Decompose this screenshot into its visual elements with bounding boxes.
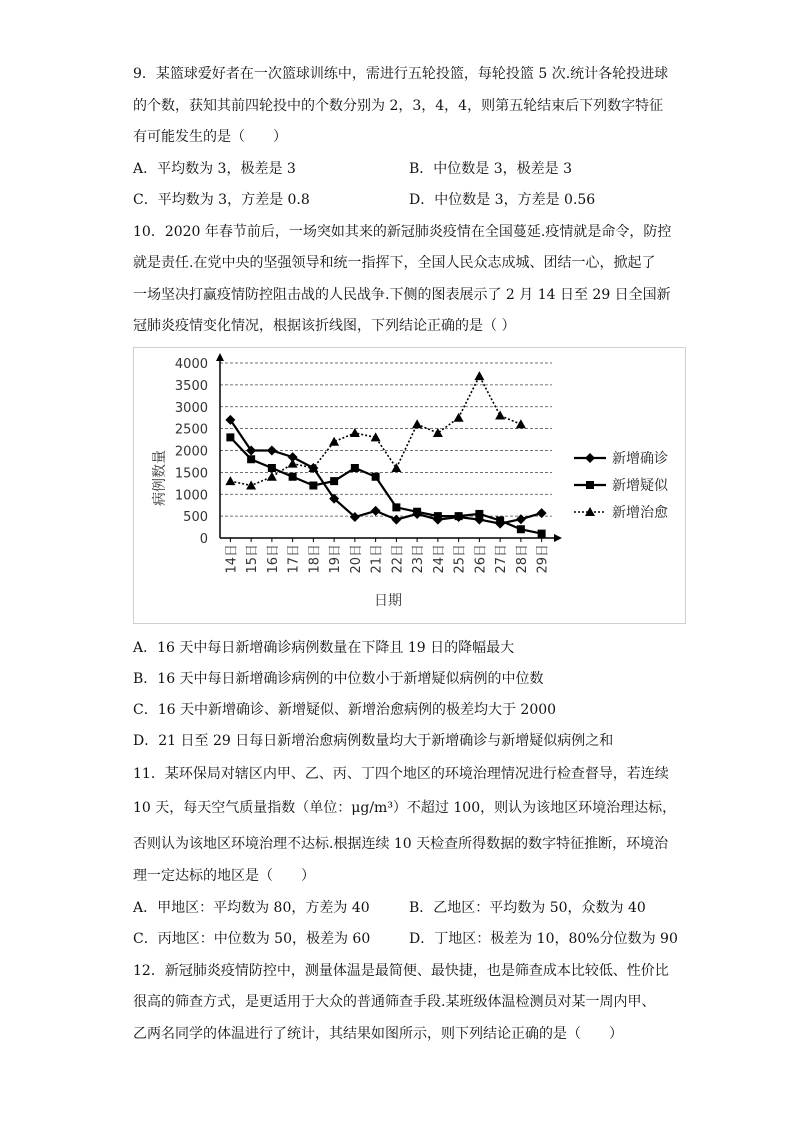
data-point-triangle xyxy=(433,428,443,437)
y-axis-arrow xyxy=(216,353,224,361)
data-point-square xyxy=(586,481,594,489)
q10-option-a: A．16 天中每日新增确诊病例数量在下降且 19 日的降幅最大 xyxy=(133,640,515,656)
x-tick-label: 23日 xyxy=(411,544,427,574)
legend-label: 新增疑似 xyxy=(612,478,668,494)
x-tick-label: 18日 xyxy=(307,544,323,574)
legend-item xyxy=(574,477,669,494)
q10-option-c: C．16 天中新增确诊、新增疑似、新增治愈病例的极差均大于 2000 xyxy=(133,702,557,718)
data-point-triangle xyxy=(371,432,381,441)
y-tick-label: 0 xyxy=(199,532,208,547)
q11-line-1: 11．某环保局对辖区内甲、乙、丙、丁四个地区的环境治理情况进行检查督导，若连续 xyxy=(133,766,669,782)
q10-line-3: 一场坚决打赢疫情防控阻击战的人民战争.下侧的图表展示了 2 月 14 日至 29 日全国新 xyxy=(133,287,671,303)
y-tick-label: 1500 xyxy=(174,466,208,482)
y-tick-label: 2500 xyxy=(174,422,208,438)
series-line xyxy=(230,420,541,524)
y-tick-label: 2000 xyxy=(174,444,208,460)
data-point-triangle xyxy=(412,419,422,428)
q12-line-2: 很高的筛查方式，是更适用于大众的普通筛查手段.某班级体温检测员对某一周内甲、 xyxy=(133,994,656,1010)
y-tick-label: 500 xyxy=(183,510,208,526)
data-point-triangle xyxy=(454,413,464,422)
data-point-diamond xyxy=(267,446,277,456)
q11-option-d: D．丁地区：极差为 10，80%分位数为 90 xyxy=(409,931,678,947)
x-tick-label: 27日 xyxy=(494,544,510,574)
chart-svg xyxy=(134,348,685,623)
y-tick-label: 3500 xyxy=(174,378,208,394)
q11-line-3: 否则认为该地区环境治理不达标.根据连续 10 天检查所得数据的数字特征推断，环境治 xyxy=(133,836,669,852)
q10-line-4: 冠肺炎疫情变化情况，根据该折线图，下列结论正确的是（ ） xyxy=(133,318,516,334)
x-tick-label: 20日 xyxy=(348,544,364,574)
data-point-square xyxy=(475,510,483,518)
q10-option-b: B．16 天中每日新增确诊病例的中位数小于新增疑似病例的中位数 xyxy=(133,671,544,687)
q9-option-b: B．中位数是 3，极差是 3 xyxy=(409,161,573,177)
y-tick-label: 4000 xyxy=(174,357,208,372)
x-tick-label: 25日 xyxy=(452,544,468,574)
data-point-square xyxy=(268,464,276,472)
x-tick-label: 14日 xyxy=(224,544,240,574)
q11-option-b: B．乙地区：平均数为 50，众数为 40 xyxy=(409,900,646,916)
q9-option-d: D．中位数是 3，方差是 0.56 xyxy=(409,192,596,208)
data-point-diamond xyxy=(585,453,595,463)
x-tick-label: 21日 xyxy=(369,544,385,574)
data-point-square xyxy=(330,477,338,485)
data-point-square xyxy=(372,473,380,481)
q11-option-c: C．丙地区：中位数为 50，极差为 60 xyxy=(133,931,371,947)
x-tick-label: 15日 xyxy=(245,544,261,574)
x-axis-arrow xyxy=(554,534,562,542)
x-tick-label: 17日 xyxy=(286,544,302,574)
data-point-square xyxy=(392,503,400,511)
q9-option-c: C．平均数为 3，方差是 0.8 xyxy=(133,192,310,208)
y-tick-label: 3000 xyxy=(174,400,208,416)
q11-option-a: A．甲地区：平均数为 80，方差为 40 xyxy=(133,900,370,916)
q11-line-4: 理一定达标的地区是（ ） xyxy=(133,868,315,884)
q10-line-1: 10．2020 年春节前后，一场突如其来的新冠肺炎疫情在全国蔓延.疫情就是命令，防控 xyxy=(133,224,672,240)
data-point-square xyxy=(496,517,504,525)
data-point-square xyxy=(538,530,546,538)
data-point-triangle xyxy=(350,428,360,437)
data-point-triangle xyxy=(391,463,401,472)
data-point-square xyxy=(309,482,317,490)
data-point-square xyxy=(289,473,297,481)
q9-line-3: 有可能发生的是（ ） xyxy=(133,129,287,145)
x-tick-label: 28日 xyxy=(514,544,530,574)
legend-label: 新增治愈 xyxy=(612,505,668,521)
data-point-triangle xyxy=(474,371,484,380)
q11-line-2: 10 天，每天空气质量指数（单位：μg/m³）不超过 100，则认为该地区环境治理达标， xyxy=(133,800,677,816)
y-axis-label: 病例数量 xyxy=(152,450,168,506)
data-point-diamond xyxy=(537,508,547,518)
line-chart xyxy=(133,347,686,624)
q9-option-a: A．平均数为 3，极差是 3 xyxy=(133,161,296,177)
legend-item xyxy=(574,505,668,521)
data-point-square xyxy=(351,464,359,472)
data-point-triangle xyxy=(329,437,339,446)
x-tick-label: 16日 xyxy=(265,544,281,574)
x-tick-label: 24日 xyxy=(431,544,447,574)
data-point-diamond xyxy=(371,506,381,516)
q10-line-2: 就是责任.在党中央的坚强领导和统一指挥下，全国人民众志成城、团结一心，掀起了 xyxy=(133,255,656,271)
data-point-square xyxy=(226,433,234,441)
data-point-triangle xyxy=(225,476,235,485)
data-point-triangle xyxy=(267,472,277,481)
data-point-square xyxy=(247,455,255,463)
legend-label: 新增确诊 xyxy=(612,451,668,467)
data-point-triangle xyxy=(495,411,505,420)
y-tick-label: 1000 xyxy=(174,488,208,504)
data-point-triangle xyxy=(516,419,526,428)
q12-line-1: 12．新冠肺炎疫情防控中，测量体温是最简便、最快捷，也是筛查成本比较低、性价比 xyxy=(133,963,669,979)
q12-line-3: 乙两名同学的体温进行了统计，其结果如图所示，则下列结论正确的是（ ） xyxy=(133,1026,623,1042)
x-tick-label: 29日 xyxy=(535,544,551,574)
data-point-square xyxy=(434,512,442,520)
data-point-square xyxy=(413,508,421,516)
x-tick-label: 19日 xyxy=(328,544,344,574)
q10-option-d: D．21 日至 29 日每日新增治愈病例数量均大于新增确诊与新增疑似病例之和 xyxy=(133,733,614,749)
q9-line-2: 的个数，获知其前四轮投中的个数分别为 2，3，4，4，则第五轮结束后下列数字特征 xyxy=(133,98,664,114)
data-point-square xyxy=(517,525,525,533)
data-point-diamond xyxy=(516,514,526,524)
x-tick-label: 22日 xyxy=(390,544,406,574)
x-tick-label: 26日 xyxy=(473,544,489,574)
q9-line-1: 9．某篮球爱好者在一次篮球训练中，需进行五轮投篮，每轮投篮 5 次.统计各轮投进球 xyxy=(133,66,669,82)
x-axis-label: 日期 xyxy=(374,593,402,609)
legend-item xyxy=(574,450,668,467)
data-point-square xyxy=(455,512,463,520)
